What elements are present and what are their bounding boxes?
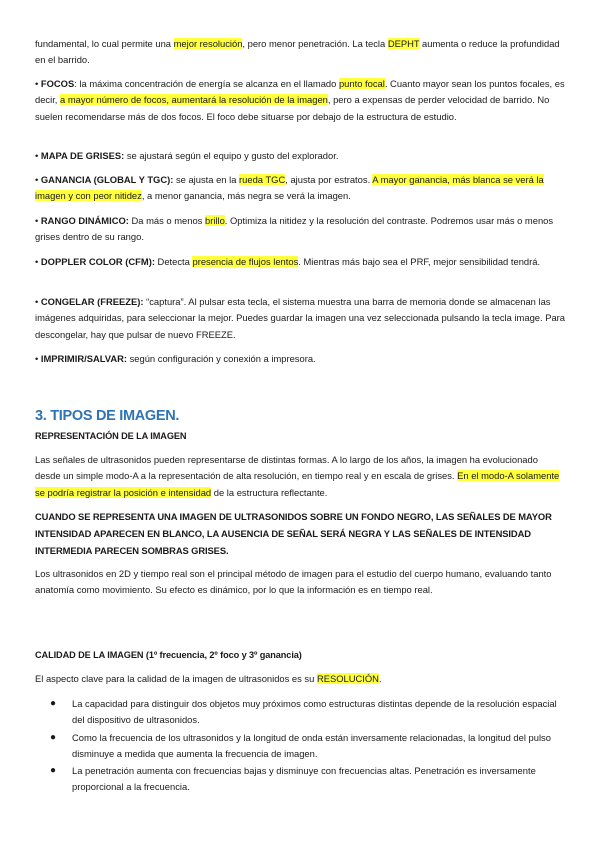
bullet-dot-icon: ●: [50, 731, 57, 743]
text: Las señales de ultrasonidos pueden representarse de distintas formas. A lo largo de los años, la imagen ha evolucionado desde un simple modo-A a la representación de alta resolución, en tiempo real y en escala de grises.: [35, 454, 538, 482]
item-mapa-grises: [35, 148, 565, 164]
text: de la estructura reflectante.: [211, 486, 328, 498]
bullet-list: [35, 696, 565, 796]
text: . Optimiza la nitidez y la resolución del contraste. Podremos usar más o menos grises dentro de su rango.: [35, 215, 554, 243]
item-focos: [35, 76, 565, 125]
list-item-text: Como la frecuencia de los ultrasonidos y la longitud de onda están inversamente relacionadas, la longitud del pulso disminuye a medida que aumenta la frecuencia de imagen.: [72, 731, 551, 759]
highlight: rueda TGC: [239, 174, 286, 185]
text: “captura”. Al pulsar esta tecla, el sistema muestra una barra de memoria donde se almacenan las imágenes adquiridas, para seleccionar la mejor. Puedes guardar la imagen una vez seleccionada pulsando la tecla image. Para descongelar, hay que pulsar de nuevo FREEZE.: [35, 296, 566, 340]
bullet-dot-icon: ●: [50, 765, 57, 777]
item-label: CONGELAR (FREEZE):: [40, 296, 144, 307]
highlight: mejor resolución: [173, 38, 243, 49]
highlight: RESOLUCIÓN: [316, 673, 379, 684]
bullet: •: [35, 296, 41, 307]
list-item: [35, 763, 565, 796]
highlight: a mayor número de focos, aumentará la resolución de la imagen: [60, 94, 328, 106]
highlight: En el modo-A solamente se podría registrar la posición e intensidad: [35, 470, 560, 498]
calidad-subtitle: CALIDAD DE LA IMAGEN (1º frecuencia, 2º foco y 3º ganancia): [35, 650, 302, 660]
text: Detecta: [154, 256, 193, 267]
text: aumenta o reduce la profundidad en el barrido.: [35, 38, 560, 66]
text: se ajustará según el equipo y gusto del explorador.: [124, 150, 339, 161]
highlight: punto focal: [338, 78, 385, 89]
item-imprimir: [35, 351, 565, 367]
item-doppler: [35, 254, 565, 270]
highlight: DEPHT: [387, 38, 420, 49]
paragraph-uppercase-note: CUANDO SE REPRESENTA UNA IMAGEN DE ULTRASONIDOS SOBRE UN FONDO NEGRO, LAS SEÑALES DE MAYOR INTENSIDAD APARECEN EN BLANCO, LA AUSENCIA DE SEÑAL SERÁ NEGRA Y LAS SEÑALES DE INTENSIDAD INTERMEDIA PARECEN SOMBRAS GRISES.: [35, 511, 552, 556]
text: , pero a expensas de perder velocidad de barrido. No suelen recomendarse más de dos focos. El foco debe situarse por debajo de la estructura de estudio.: [35, 94, 550, 122]
bullet: •: [35, 78, 41, 89]
text: : la máxima concentración de energía se alcanza en el llamado: [74, 78, 339, 89]
item-label: DOPPLER COLOR (CFM):: [40, 256, 155, 267]
highlight: presencia de flujos lentos: [192, 256, 299, 267]
list-item-text: La capacidad para distinguir dos objetos muy próximos como estructuras distintas depende de la resolución espacial del dispositivo de ultrasonidos.: [72, 698, 557, 726]
highlight: brillo: [204, 215, 225, 226]
item-label: FOCOS: [40, 78, 75, 89]
bullet: •: [35, 174, 41, 185]
section-heading: 3. TIPOS DE IMAGEN.: [35, 408, 180, 424]
text: El aspecto clave para la calidad de la imagen de ultrasonidos es su: [35, 673, 317, 684]
text: .: [378, 673, 382, 684]
text: fundamental, lo cual permite una: [35, 38, 174, 49]
text: , pero menor penetración. La tecla: [242, 38, 388, 49]
text: , a menor ganancia, más negra se verá la imagen.: [141, 190, 351, 202]
section-subtitle: REPRESENTACIÓN DE LA IMAGEN: [35, 431, 187, 441]
text: según configuración y conexión a impresora.: [127, 353, 316, 364]
text: se ajusta en la: [173, 174, 240, 185]
item-congelar: [35, 294, 565, 343]
text: . Mientras más bajo sea el PRF, mejor sensibilidad tendrá.: [298, 256, 541, 267]
text: Da más o menos: [128, 215, 205, 226]
bullet: •: [35, 215, 41, 226]
bullet-dot-icon: ●: [50, 698, 57, 709]
paragraph-senales: [35, 452, 565, 501]
highlight: A mayor ganancia, más blanca se verá la imagen y con peor nitidez: [35, 174, 544, 202]
paragraph-2d: Los ultrasonidos en 2D y tiempo real son el principal método de imagen para el estudio del cuerpo humano, evaluando tanto anatomía como movimiento. Su efecto es dinámico, por lo que la información es en tiempo real.: [35, 568, 552, 596]
bullet: •: [35, 256, 41, 267]
text: . Cuanto mayor sean los puntos focales, es decir,: [35, 78, 565, 106]
item-label: IMPRIMIR/SALVAR:: [40, 353, 127, 364]
text: , ajusta por estratos.: [285, 174, 373, 185]
list-item-text: La penetración aumenta con frecuencias bajas y disminuye con frecuencias altas. Penetración es inversamente proporcional a la frecuencia.: [72, 765, 536, 793]
bullet: •: [35, 353, 41, 364]
list-item: [35, 696, 565, 729]
list-item: [35, 730, 565, 763]
item-label: MAPA DE GRISES:: [40, 150, 125, 161]
item-label: GANANCIA (GLOBAL Y TGC):: [40, 174, 174, 185]
paragraph-resolucion: [35, 36, 565, 69]
item-ganancia: [35, 172, 565, 205]
bullet: •: [35, 150, 41, 161]
item-rango-dinamico: [35, 213, 565, 246]
item-label: RANGO DINÁMICO:: [40, 215, 129, 226]
paragraph-calidad: [35, 671, 565, 687]
